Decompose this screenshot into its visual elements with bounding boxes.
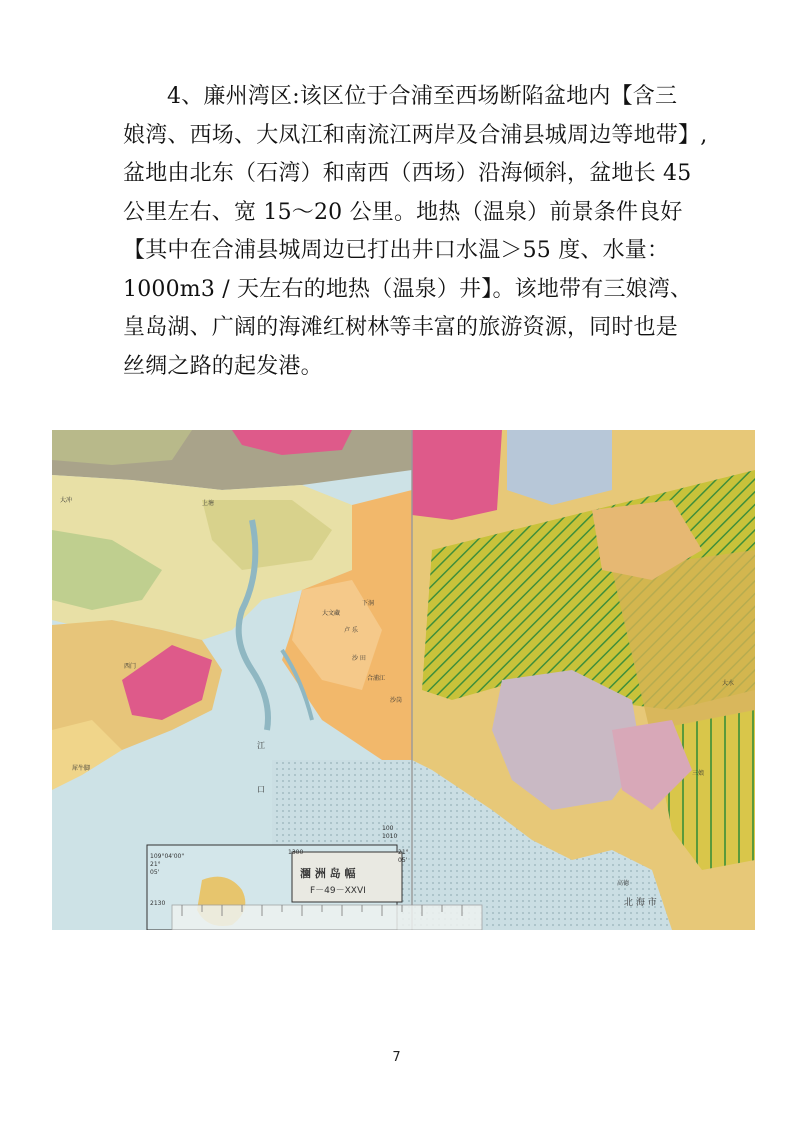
- map-label: 沙岗: [390, 697, 403, 704]
- map-label: 口: [257, 785, 265, 794]
- coord-label: 21°: [150, 861, 161, 868]
- map-label: 卢 乐: [344, 627, 358, 634]
- body-paragraph: [123, 78, 728, 386]
- map-label: 三娘: [692, 770, 705, 777]
- map-label: 犀牛脚: [72, 765, 91, 772]
- map-label: 下洞: [362, 600, 375, 607]
- paragraph-line: 皇岛湖、广阔的海滩红树林等丰富的旅游资源，同时也是: [123, 315, 679, 340]
- inset-title: 潿 洲 岛 幅: [300, 867, 356, 880]
- coord-label: 100: [382, 825, 394, 832]
- paragraph-line: 1000m3 / 天左右的地热（温泉）井】。该地带有三娘湾、: [123, 276, 693, 302]
- geological-map-photo: [52, 430, 755, 930]
- city-label: 北 海 市: [624, 898, 657, 908]
- map-label: 高德: [617, 880, 630, 887]
- coord-label: 109°04'00": [150, 853, 185, 860]
- coord-label: 2130: [150, 900, 166, 907]
- coord-label: 1010: [382, 833, 398, 840]
- map-label: 上塘: [202, 500, 215, 507]
- paragraph-line: 【其中在合浦县城周边已打出井口水温＞55 度、水量：: [123, 238, 670, 263]
- coord-label: 05': [398, 857, 408, 864]
- map-label: 沙 田: [352, 655, 366, 662]
- coord-label: 21°: [398, 849, 409, 856]
- coord-label: 05': [150, 869, 160, 876]
- map-label: 大文藏: [322, 610, 341, 617]
- map-label: 江: [257, 741, 265, 750]
- map-label: 合浦江: [367, 675, 386, 682]
- page-number: 7: [392, 1050, 401, 1065]
- paragraph-line: 公里左右、宽 15～20 公里。地热（温泉）前景条件良好: [123, 199, 683, 225]
- map-label: 大水: [722, 680, 735, 687]
- coord-label: 1300: [288, 849, 304, 856]
- paragraph-line: 娘湾、西场、大凤江和南流江两岸及合浦县城周边等地带】,: [123, 122, 708, 148]
- map-label: 大冲: [60, 497, 73, 504]
- paragraph-line: 4、廉州湾区:该区位于合浦至西场断陷盆地内【含三: [167, 84, 678, 109]
- paragraph-line: 盆地由北东（石湾）和南西（西场）沿海倾斜，盆地长 45: [123, 161, 692, 186]
- map-label: 西门: [124, 663, 137, 670]
- inset-code: F－49－XXVI: [310, 886, 366, 896]
- paragraph-line: 丝绸之路的起发港。: [123, 353, 323, 379]
